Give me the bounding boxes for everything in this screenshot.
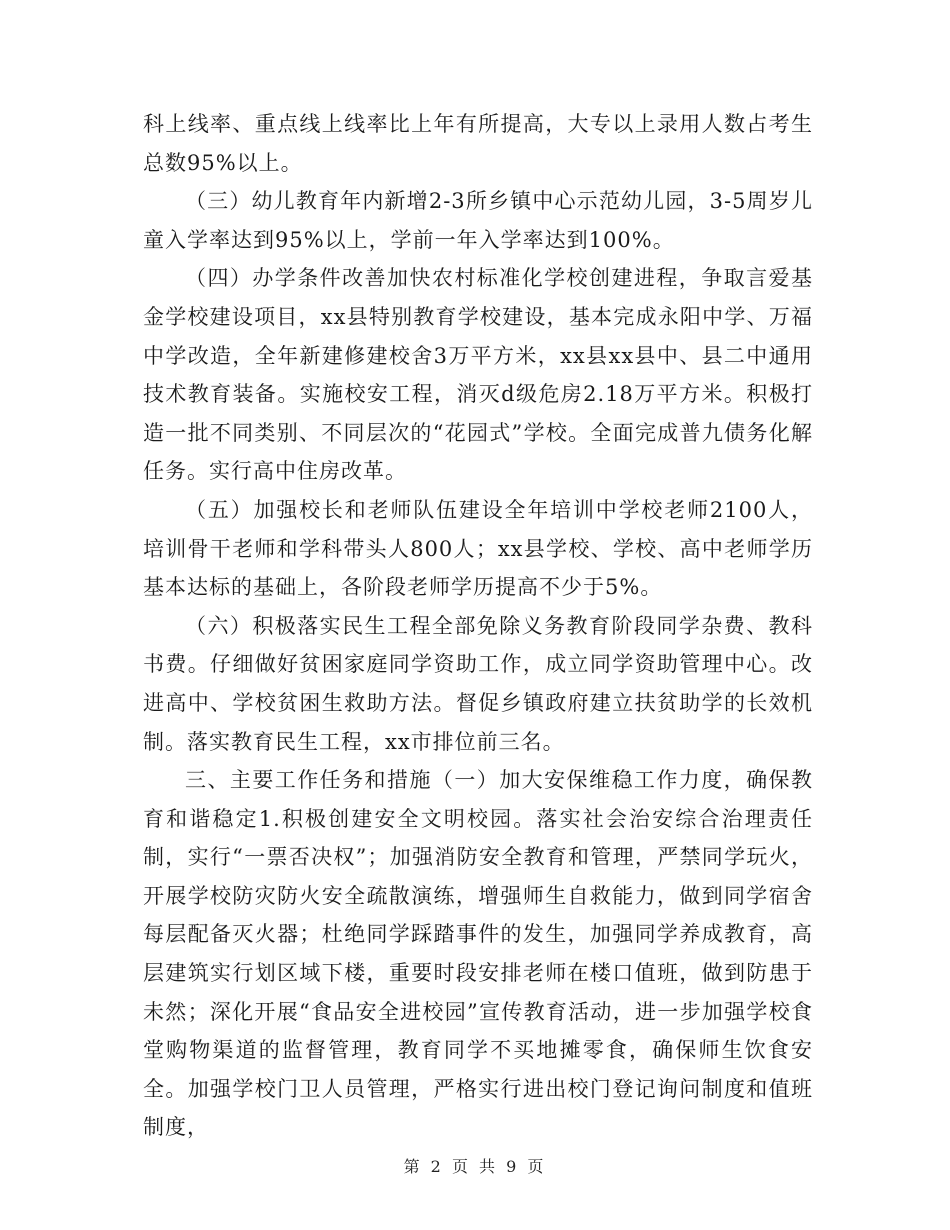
paragraph-livelihood-project: （六）积极落实民生工程全部免除义务教育阶段同学杂费、教科书费。仔细做好贫困家庭同学资助工作，成立同学资助管理中心。改进高中、学校贫困生救助方法。督促乡镇政府建立扶贫助学的长效机制。落实教育民生工程，xx市排位前三名。 — [143, 613, 813, 754]
paragraph-main-tasks: 三、主要工作任务和措施（一）加大安保维稳工作力度，确保教育和谐稳定1.积极创建安全文明校园。落实社会治安综合治理责任制，实行“一票否决权”；加强消防安全教育和管理，严禁同学玩火，开展学校防灾防火安全疏散演练，增强师生自救能力，做到同学宿舍每层配备灭火器；杜绝同学踩踏事件的发生，加强同学养成教育，高层建筑实行划区域下楼，重要时段安排老师在楼口值班，做到防患于未然；深化开展“食品安全进校园”宣传教育活动，进一步加强学校食堂购物渠道的监督管理，教育同学不买地摊零食，确保师生饮食安全。加强学校门卫人员管理，严格实行进出校门登记询问制度和值班制度， — [143, 768, 813, 1140]
paragraph-teacher-training: （五）加强校长和老师队伍建设全年培训中学校老师2100人，培训骨干老师和学科带头人800人；xx县学校、学校、高中老师学历基本达标的基础上，各阶段老师学历提高不少于5%。 — [143, 497, 813, 600]
paragraph-preschool-education: （三）幼儿教育年内新增2-3所乡镇中心示范幼儿园，3-5周岁儿童入学率达到95%以上，学前一年入学率达到100%。 — [143, 189, 813, 252]
page-number-footer: 第 2 页 共 9 页 — [403, 1157, 547, 1176]
document-body — [143, 105, 813, 1147]
paragraph-continuation: 科上线率、重点线上线率比上年有所提高，大专以上录用人数占考生总数95%以上。 — [143, 112, 813, 175]
paragraph-school-conditions: （四）办学条件改善加快农村标准化学校创建进程，争取言爱基金学校建设项目，xx县特别教育学校建设，基本完成永阳中学、万福中学改造，全年新建修建校舍3万平方米，xx县xx县中、县二中通用技术教育装备。实施校安工程，消灭d级危房2.18万平方米。积极打造一批不同类别、不同层次的“花园式”学校。全面完成普九债务化解任务。实行高中住房改革。 — [143, 266, 813, 484]
